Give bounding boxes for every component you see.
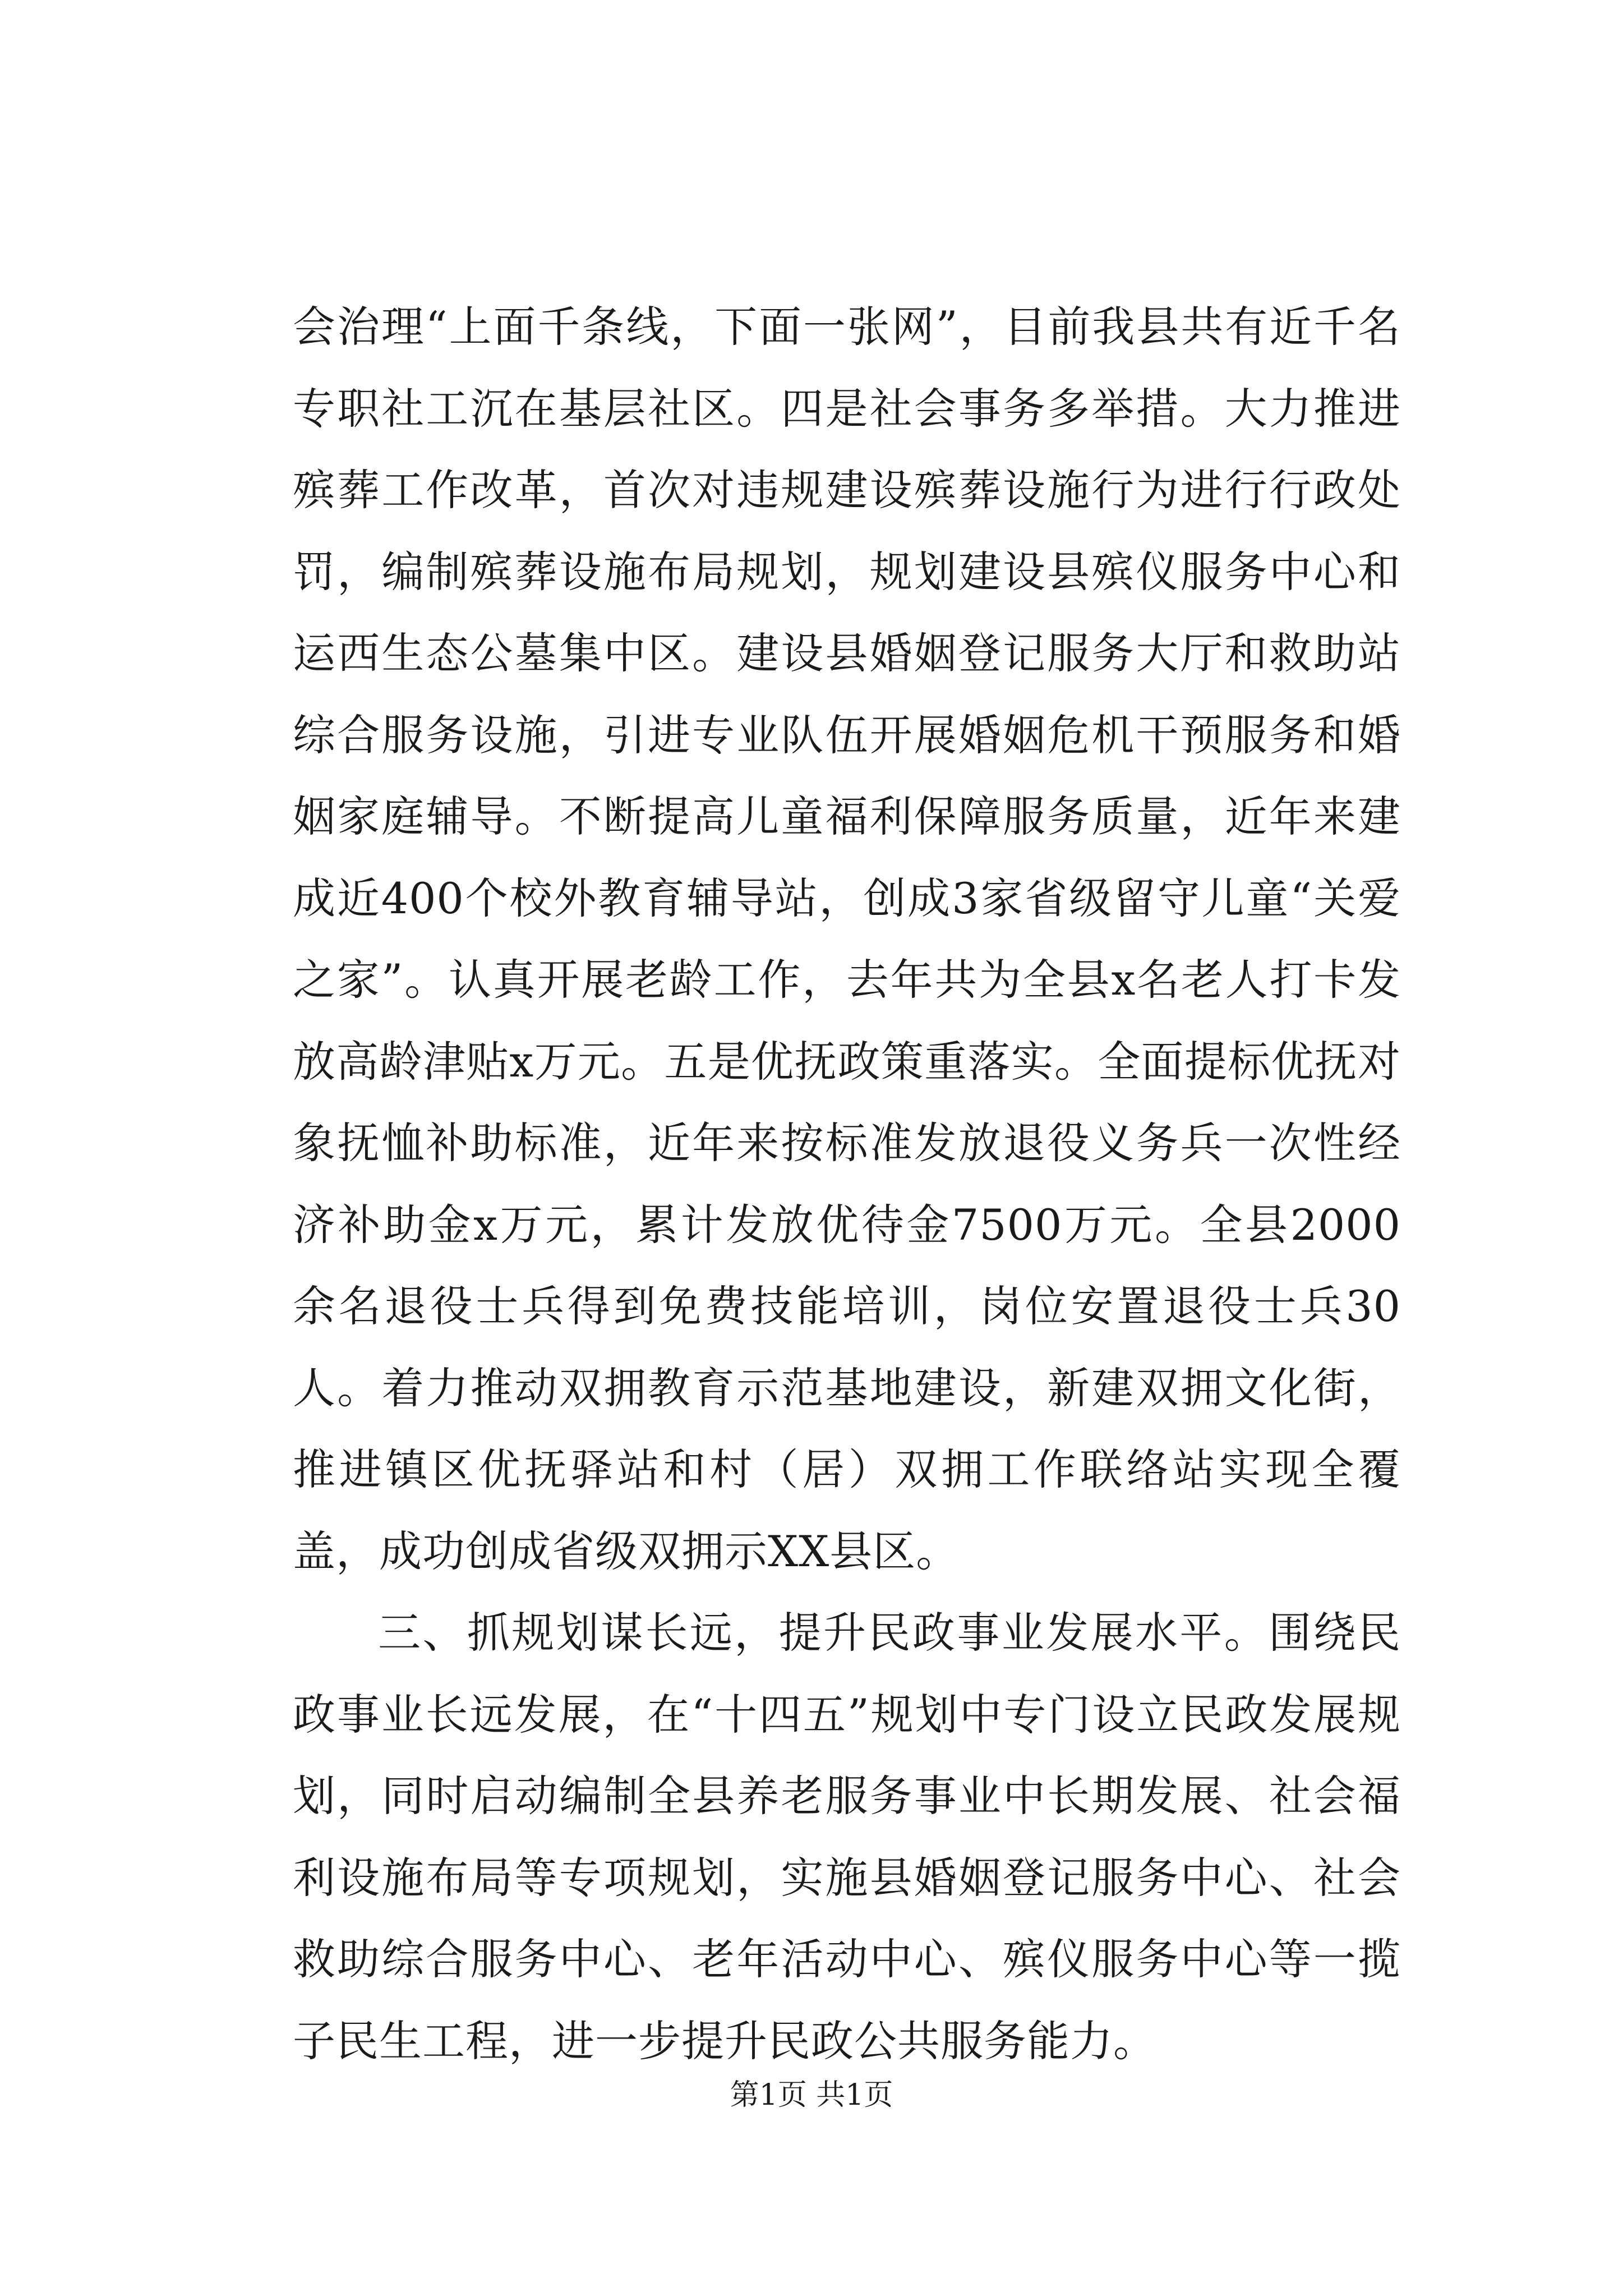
- document-body: [293, 286, 1401, 2082]
- page-footer: 第1页 共1页: [730, 2078, 893, 2112]
- paragraph-section-three: 三、抓规划谋长远，提升民政事业发展水平。围绕民政事业长远发展，在“十四五”规划中专门设立民政发展规划，同时启动编制全县养老服务事业中长期发展、社会福利设施布局等专项规划，实施县婚姻登记服务中心、社会救助综合服务中心、老年活动中心、殡仪服务中心等一揽子民生工程，进一步提升民政公共服务能力。: [293, 1608, 1401, 2066]
- paragraph-continuation: 会治理“上面千条线，下面一张网”，目前我县共有近千名专职社工沉在基层社区。四是社会事务多举措。大力推进殡葬工作改革，首次对违规建设殡葬设施行为进行行政处罚，编制殡葬设施布局规划，规划建设县殡仪服务中心和运西生态公墓集中区。建设县婚姻登记服务大厅和救助站综合服务设施，引进专业队伍开展婚姻危机干预服务和婚姻家庭辅导。不断提高儿童福利保障服务质量，近年来建成近400个校外教育辅导站，创成3家省级留守儿童“关爱之家”。认真开展老龄工作，去年共为全县x名老人打卡发放高龄津贴x万元。五是优抚政策重落实。全面提标优抚对象抚恤补助标准，近年来按标准发放退役义务兵一次性经济补助金x万元，累计发放优待金7500万元。全县2000余名退役士兵得到免费技能培训，岗位安置退役士兵30人。着力推动双拥教育示范基地建设，新建双拥文化街，推进镇区优抚驿站和村（居）双拥工作联络站实现全覆盖，成功创成省级双拥示XX县区。: [293, 302, 1401, 1576]
